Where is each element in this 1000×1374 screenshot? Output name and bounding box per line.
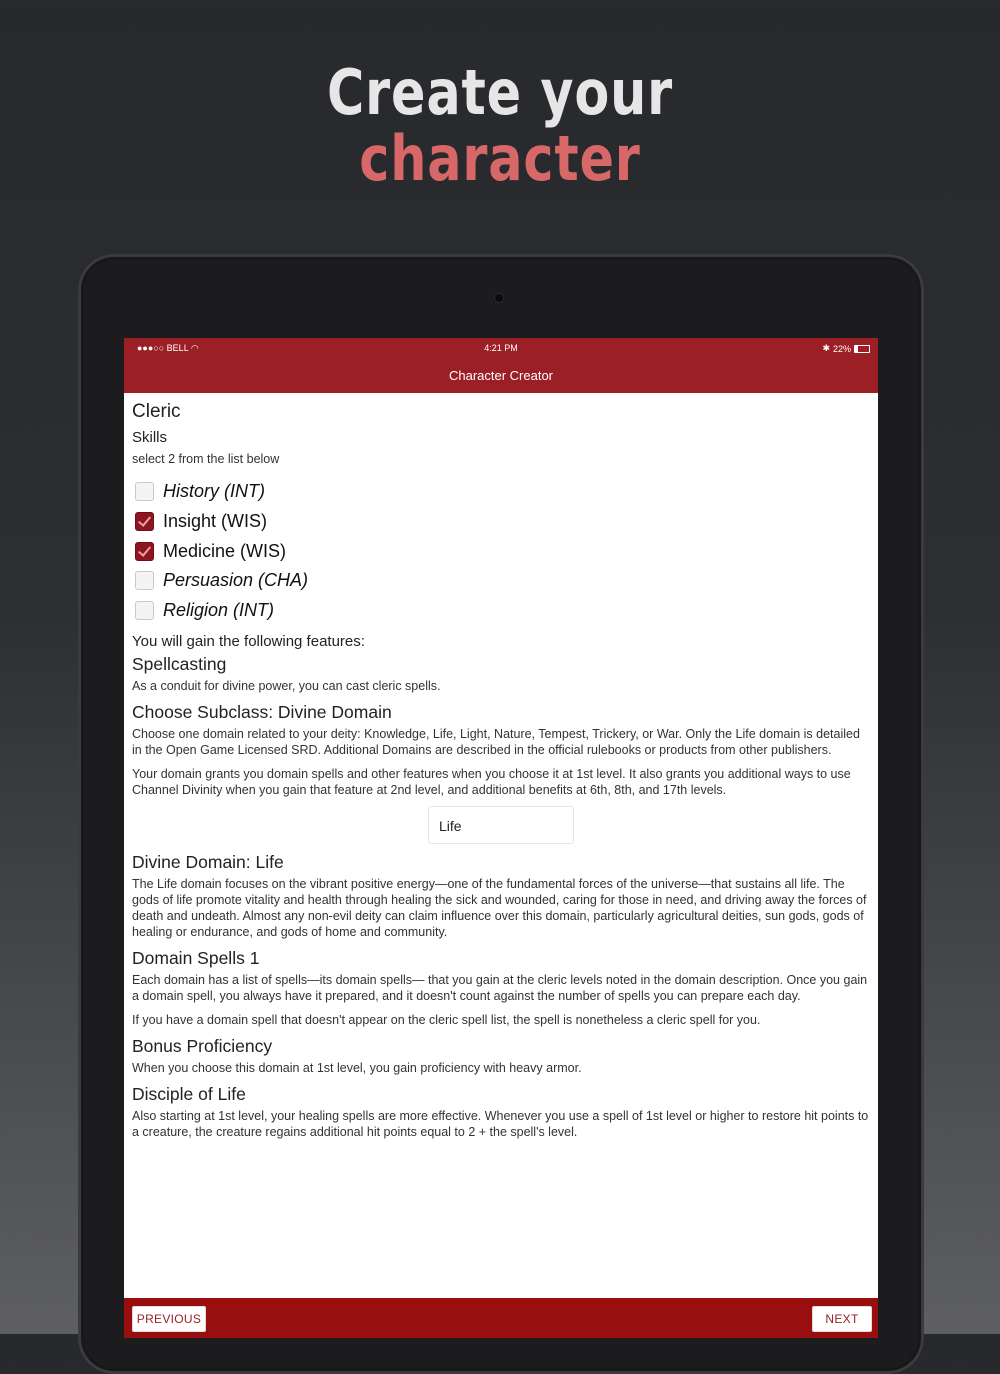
carrier-text: ●●●○○ BELL [137,343,189,353]
skill-label: Persuasion (CHA) [163,570,309,591]
battery-icon [854,345,870,353]
skill-label: History (INT) [163,481,265,502]
feature-text-proficiency: When you choose this domain at 1st level, you gain proficiency with heavy armor. [132,1061,582,1076]
tablet-frame [78,254,924,1374]
battery-percent: 22% [832,343,851,354]
checkbox[interactable] [135,482,154,501]
skills-title: Skills [132,429,168,446]
features-heading: You will gain the following features: [132,633,365,651]
feature-text-spells-1: Each domain has a list of spells—its domain spells— that you gain at the cleric levels noted in the domain description. Once you gain a domain spell, you always have it prepared, and it doesn't count against the number of spells you can prepare each day. [132,973,868,1004]
feature-text-life: The Life domain focuses on the vibrant positive energy—one of the fundamental forces of the universe—that sustains all life. The gods of life promote vitality and health through healing the sick and wounded, caring for those in need, and driving away the forces of death and undeath. Almost any non-evil deity can claim influence over this domain, particularly agricultural deities, sun gods, gods of healing or endurance, and gods of home and community. [132,877,867,940]
skill-label: Religion (INT) [163,600,275,621]
feature-text-spells-2: If you have a domain spell that doesn't appear on the cleric spell list, the spell is nonetheless a cleric spell for you. [132,1013,761,1028]
feature-title-subclass: Choose Subclass: Divine Domain [132,702,392,723]
subclass-picker-wrap [132,806,870,844]
nav-bar [124,358,878,393]
feature-text-subclass-2: Your domain grants you domain spells and other features when you choose it at 1st level. It also grants you additional ways to use Channel Divinity when you gain that feature at 2nd level, and additional benefits at 6th, 8th, and 17th levels. [132,767,851,798]
skill-insight[interactable] [132,507,870,537]
skill-label: Insight (WIS) [163,511,268,532]
skill-history[interactable] [132,477,870,507]
bluetooth-icon: ✱ [822,343,830,353]
checkbox[interactable] [135,601,154,620]
status-bar [124,338,878,358]
feature-text-subclass-1: Choose one domain related to your deity: Knowledge, Life, Light, Nature, Tempest, Trickery, or War. Only the Life domain is detailed in the Open Game Licensed SRD. Additional Domains are described in the official rulebooks or products from other publishers. [132,727,860,758]
skill-label: Medicine (WIS) [163,540,287,561]
previous-button[interactable]: PREVIOUS [132,1306,206,1332]
subclass-select[interactable]: Life [428,806,574,844]
app-screen [124,338,878,1338]
checkbox-checked[interactable] [135,542,154,561]
skill-medicine[interactable] [132,536,870,566]
feature-text-spellcasting: As a conduit for divine power, you can cast cleric spells. [132,679,441,694]
next-button[interactable]: NEXT [812,1306,872,1332]
feature-title-disciple: Disciple of Life [132,1084,246,1105]
class-name: Cleric [132,401,181,422]
feature-title-spells: Domain Spells 1 [132,948,260,969]
wifi-icon: ◠ [190,343,199,353]
main-content [124,393,878,1140]
feature-title-spellcasting: Spellcasting [132,654,227,675]
checkbox[interactable] [135,571,154,590]
skills-list [132,477,870,625]
feature-title-proficiency: Bonus Proficiency [132,1036,273,1057]
promo-line-2: character [359,122,641,195]
checkbox-checked[interactable] [135,512,154,531]
clock: 4:21 PM [484,343,518,353]
promo-header [0,56,1000,195]
skills-hint: select 2 from the list below [132,452,280,466]
skill-persuasion[interactable] [132,566,870,596]
feature-title-life: Divine Domain: Life [132,852,284,873]
skill-religion[interactable] [132,596,870,626]
camera-icon [495,294,503,302]
feature-text-disciple: Also starting at 1st level, your healing spells are more effective. Whenever you use a spell of 1st level or higher to restore hit points to a creature, the creature regains additional hit points equal to 2 + the spell's level. [132,1109,869,1140]
page-title: Character Creator [448,368,554,383]
battery-status [822,343,870,354]
bottom-toolbar [124,1298,878,1338]
promo-line-1: Create your [326,56,674,129]
